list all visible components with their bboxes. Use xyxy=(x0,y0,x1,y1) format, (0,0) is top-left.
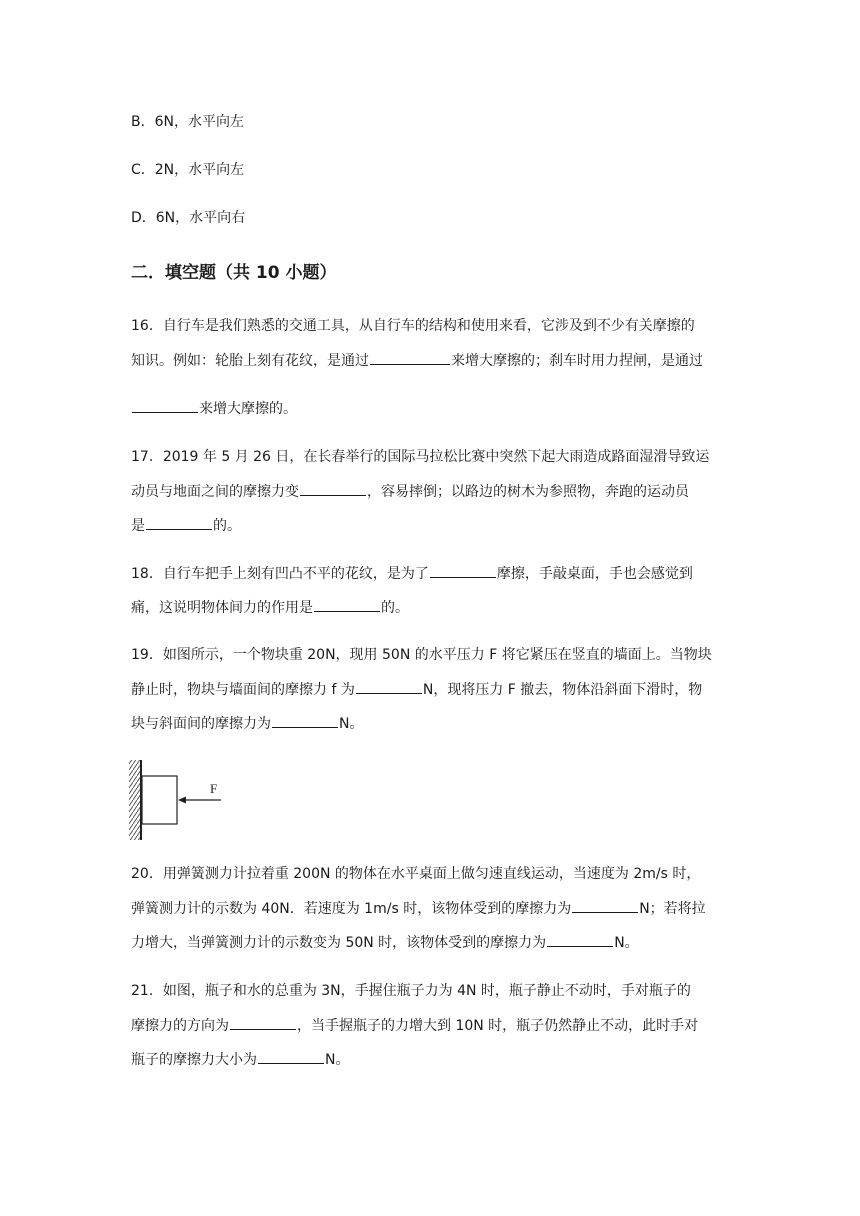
option-d: D．6N，水平向右 xyxy=(131,210,246,226)
q19-blank-2[interactable] xyxy=(272,713,338,728)
force-arrow-head xyxy=(178,797,186,804)
q20-text: N。 xyxy=(614,935,639,951)
q18-blank-1[interactable] xyxy=(430,563,496,578)
q20-blank-1[interactable] xyxy=(572,898,638,913)
q18-blank-2[interactable] xyxy=(314,597,380,612)
q20-line-1: 20．用弹簧测力计拉着重 200N 的物体在水平桌面上做匀速直线运动，当速度为 2m/s 时， xyxy=(131,866,701,882)
q18-line-2 xyxy=(131,597,409,618)
q21-text: N。 xyxy=(325,1052,350,1068)
force-label: F xyxy=(210,781,218,796)
q17-line-2 xyxy=(131,481,689,502)
q21-text: ，当手握瓶子的力增大到 10N 时，瓶子仍然静止不动，此时手对 xyxy=(297,1018,699,1034)
section-heading: 二．填空题（共 10 小题） xyxy=(131,263,337,283)
q21-line-2 xyxy=(131,1015,698,1036)
q19-line-1: 19．如图所示，一个物块重 20N，现用 50N 的水平压力 F 将它紧压在竖直的墙面上。当物块 xyxy=(131,647,712,663)
q20-text: 弹簧测力计的示数为 40N．若速度为 1m/s 时，该物体受到的摩擦力为 xyxy=(131,901,572,917)
q17-blank-2[interactable] xyxy=(146,515,212,530)
q18-text: 摩擦，手敲桌面，手也会感觉到 xyxy=(496,566,693,582)
q20-text: 力增大，当弹簧测力计的示数变为 50N 时，该物体受到的摩擦力为 xyxy=(131,935,547,951)
q17-line-3 xyxy=(131,515,241,536)
q16-blank-1[interactable] xyxy=(370,350,450,365)
q16-line-3 xyxy=(131,398,297,419)
q17-blank-1[interactable] xyxy=(300,481,366,496)
q19-blank-1[interactable] xyxy=(356,679,422,694)
q16-text: 来增大摩擦的；刹车时用力捏闸，是通过 xyxy=(451,353,703,369)
q16-line-2 xyxy=(131,350,703,371)
q17-text: 的。 xyxy=(213,518,241,534)
q21-blank-1[interactable] xyxy=(230,1015,296,1030)
q17-text: 是 xyxy=(131,518,145,534)
q21-text: 摩擦力的方向为 xyxy=(131,1018,229,1034)
q18-text: 痛，这说明物体间力的作用是 xyxy=(131,600,313,616)
q18-text: 18．自行车把手上刻有凹凸不平的花纹，是为了 xyxy=(131,566,429,582)
q17-text: 动员与地面之间的摩擦力变 xyxy=(131,484,299,500)
q19-line-3 xyxy=(131,713,363,734)
q20-blank-2[interactable] xyxy=(547,932,613,947)
q16-blank-2[interactable] xyxy=(132,398,198,413)
q17-text: ，容易摔倒；以路边的树木为参照物，奔跑的运动员 xyxy=(367,484,689,500)
q21-line-3 xyxy=(131,1049,349,1070)
q19-text: 块与斜面间的摩擦力为 xyxy=(131,716,271,732)
q17-line-1: 17．2019 年 5 月 26 日，在长春举行的国际马拉松比赛中突然下起大雨造成路面湿滑导致运 xyxy=(131,449,710,465)
block xyxy=(142,776,177,824)
q21-line-1: 21．如图，瓶子和水的总重为 3N，手握住瓶子力为 4N 时，瓶子静止不动时，手对瓶子的 xyxy=(131,983,691,999)
q20-line-2 xyxy=(131,898,706,919)
wall-block-figure xyxy=(125,758,235,842)
option-c: C．2N，水平向左 xyxy=(131,162,245,178)
q20-text: N；若将拉 xyxy=(639,901,706,917)
q18-line-1 xyxy=(131,563,693,584)
q16-text: 知识。例如：轮胎上刻有花纹，是通过 xyxy=(131,353,369,369)
option-b: B．6N，水平向左 xyxy=(131,114,244,130)
q21-blank-2[interactable] xyxy=(258,1049,324,1064)
q19-text: N，现将压力 F 撤去，物体沿斜面下滑时，物 xyxy=(422,682,703,698)
q19-line-2 xyxy=(131,679,702,700)
q18-text: 的。 xyxy=(381,600,409,616)
q21-text: 瓶子的摩擦力大小为 xyxy=(131,1052,257,1068)
q20-line-3 xyxy=(131,932,639,953)
q16-text: 来增大摩擦的。 xyxy=(199,401,297,417)
q19-text: 静止时，物块与墙面间的摩擦力 f 为 xyxy=(131,682,355,698)
q19-text: N。 xyxy=(339,716,364,732)
wall-hatching xyxy=(129,760,140,840)
q16-line-1: 16．自行车是我们熟悉的交通工具，从自行车的结构和使用来看，它涉及到不少有关摩擦的 xyxy=(131,318,695,334)
